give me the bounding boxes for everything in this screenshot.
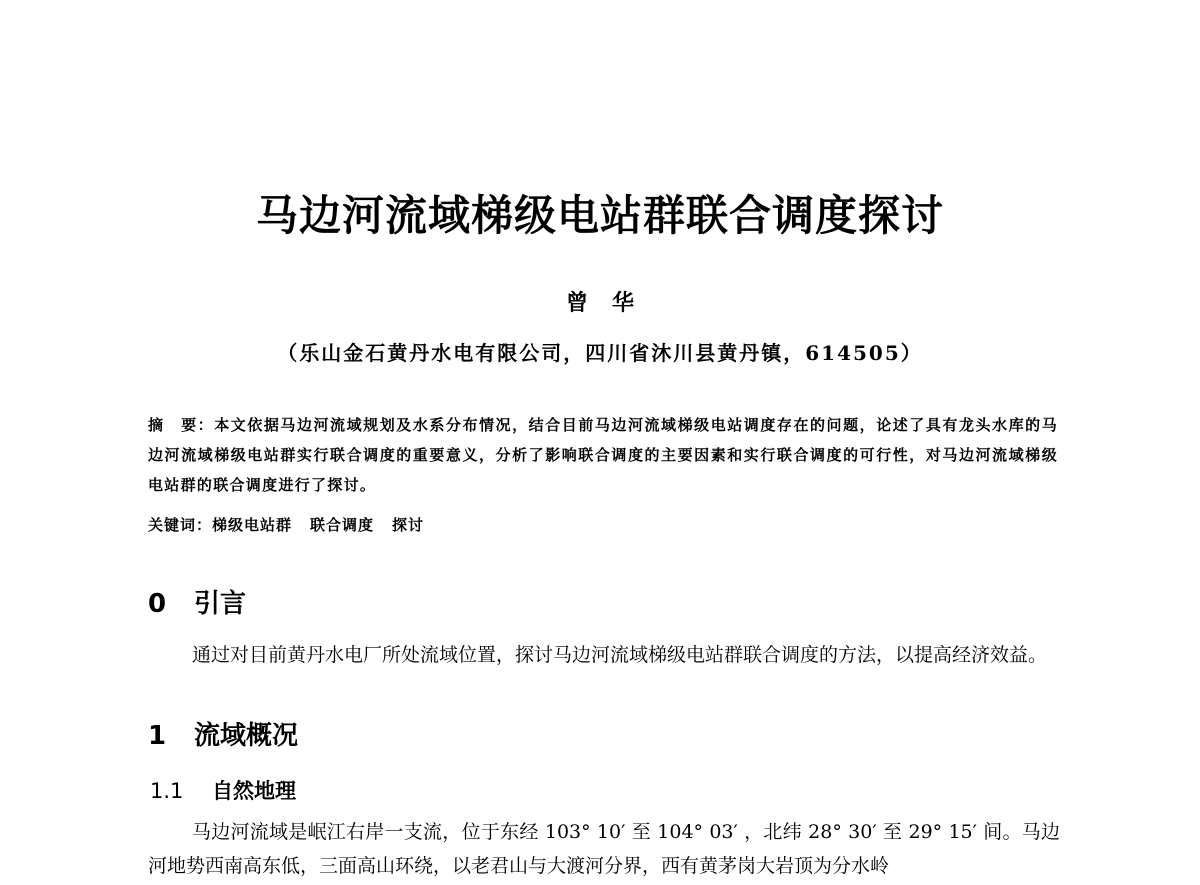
subsection-paragraph: 马边河流域是岷江右岸一支流，位于东经 103° 10′ 至 104° 03′ ，北纬 28° 30′ 至 29° 15′ 间。马边河地势西南高东低，三面高山环绕，以老君山与大渡河分界，西有黄茅岗大岩顶为分水岭 <box>148 821 1060 877</box>
keywords <box>148 511 1058 539</box>
paper-title: 马边河流域梯级电站群联合调度探讨 <box>255 191 944 240</box>
author-name: 曾华 <box>565 290 658 316</box>
section-title: 流域概况 <box>194 721 299 751</box>
section-number: 1 <box>148 721 167 751</box>
section-heading <box>148 718 298 754</box>
abstract-label: 摘 要： <box>148 416 215 434</box>
section-number: 0 <box>148 589 167 619</box>
subsection-heading <box>150 776 296 806</box>
section-heading <box>148 586 246 622</box>
keyword: 梯级电站群 <box>212 516 293 534</box>
keywords-label: 关键词： <box>148 516 213 534</box>
keyword: 探讨 <box>392 516 425 534</box>
keyword: 联合调度 <box>310 516 375 534</box>
author-affiliation: （乐山金石黄丹水电有限公司，四川省沐川县黄丹镇，614505） <box>277 341 923 365</box>
section-paragraph: 通过对目前黄丹水电厂所处流域位置，探讨马边河流域梯级电站群联合调度的方法，以提高经济效益。 <box>192 644 1048 666</box>
abstract-text: 本文依据马边河流域规划及水系分布情况，结合目前马边河流域梯级电站调度存在的问题，论述了具有龙头水库的马边河流域梯级电站群实行联合调度的重要意义，分析了影响联合调度的主要因素和实行联合调度的可行性，对马边河流域梯级电站群的联合调度进行了探讨。 <box>148 416 1058 494</box>
subsection-title: 自然地理 <box>212 779 296 803</box>
section-title: 引言 <box>194 589 247 619</box>
abstract <box>148 410 1058 500</box>
subsection-number: 1.1 <box>150 779 184 803</box>
